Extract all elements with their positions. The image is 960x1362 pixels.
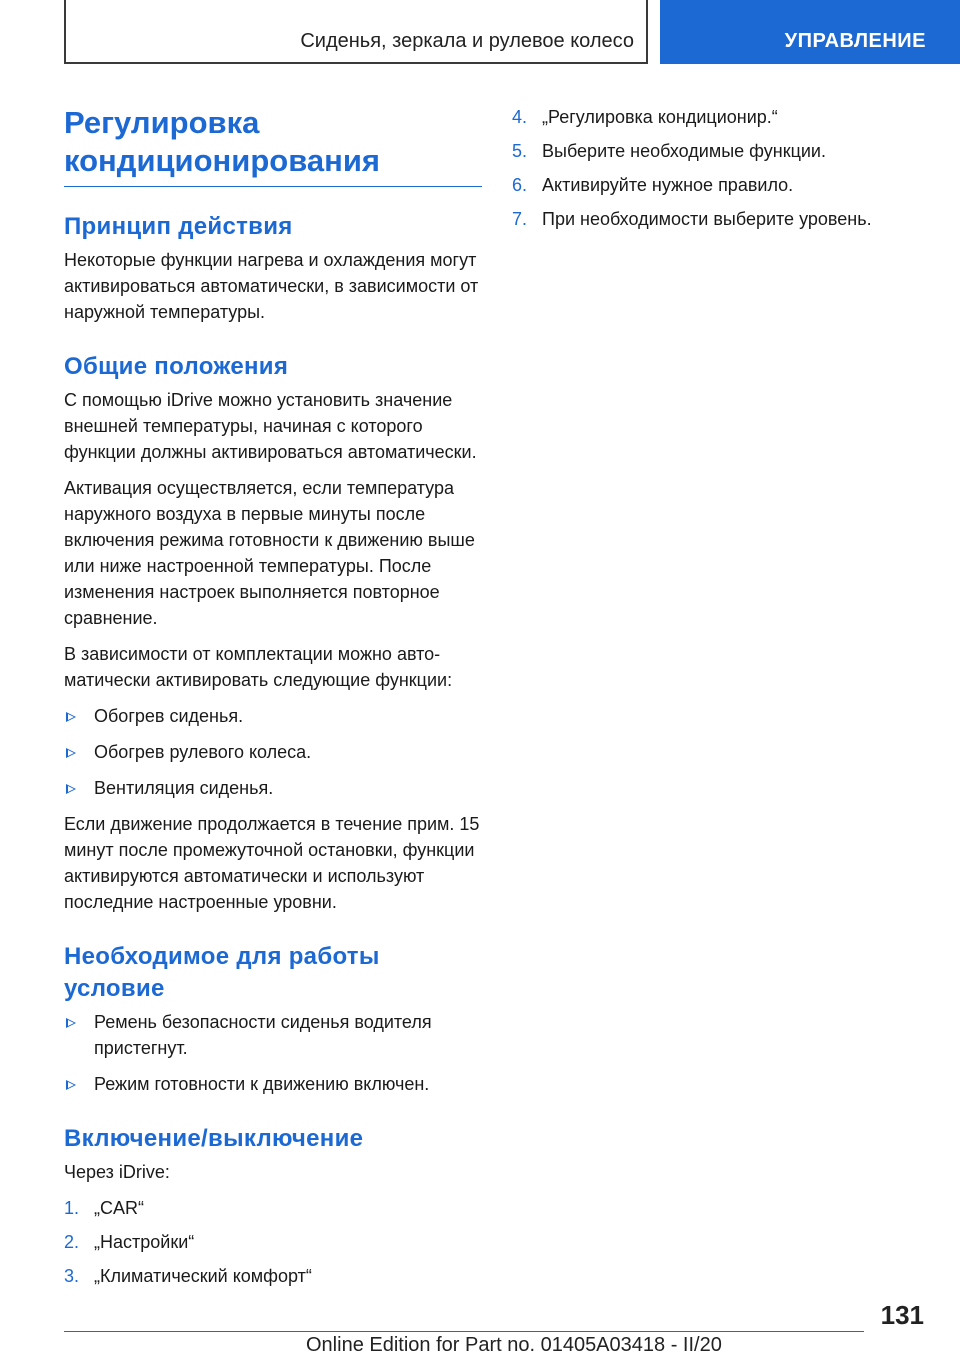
right-column xyxy=(512,104,912,240)
section-heading: Необходимое для работы условие xyxy=(64,943,380,1002)
section-requirements xyxy=(64,941,482,1097)
paragraph: Активация осуществляется, если температура наружного воздуха в первые минуты после включения режима готовности к движению выше или ниже настроенной температуры. После изменения настроек выполняется повторное сравнение. xyxy=(64,478,475,628)
triangle-bullet-icon xyxy=(66,784,76,794)
paragraph: В зависимости от комплектации можно автоматически активировать следующие функции: xyxy=(64,644,453,690)
step-number: 7. xyxy=(512,209,528,229)
list-item: Обогрев сиденья. xyxy=(64,703,482,729)
page-title: Регулировка кондиционирования xyxy=(64,105,380,178)
footer-divider xyxy=(64,1331,864,1332)
triangle-bullet-icon xyxy=(66,1018,76,1028)
section-principle xyxy=(64,211,482,325)
triangle-bullet-icon xyxy=(66,1080,76,1090)
feature-list xyxy=(64,703,482,801)
list-item: 1. „CAR“ xyxy=(64,1195,482,1221)
step-number: 1. xyxy=(64,1198,80,1218)
section-heading: Общие положения xyxy=(64,353,289,380)
list-item: 6. Активируйте нужное правило. xyxy=(512,172,912,198)
header-chapter-tab[interactable] xyxy=(660,0,960,64)
footer-edition: Online Edition for Part no. 01405A03418 - II/20 xyxy=(306,1334,722,1356)
page-number: 131 xyxy=(880,1300,924,1330)
triangle-bullet-icon xyxy=(66,712,76,722)
steps-list-continued xyxy=(512,104,912,232)
list-item: 5. Выберите необходимые функции. xyxy=(512,138,912,164)
header-chapter-label: УПРАВЛЕНИЕ xyxy=(784,30,926,52)
list-item: 3. „Климатический комфорт“ xyxy=(64,1263,482,1289)
list-item: Обогрев рулевого колеса. xyxy=(64,739,482,765)
step-number: 4. xyxy=(512,107,528,127)
paragraph: Некоторые функции нагрева и охлаждения могут активироваться автоматически, в зависимости от наружной температуры. xyxy=(64,250,479,322)
step-number: 6. xyxy=(512,175,528,195)
list-item: 7. При необходимости выберите уровень. xyxy=(512,206,912,232)
title-divider xyxy=(64,186,482,187)
requirements-list xyxy=(64,1009,482,1097)
list-item: 4. „Регулировка кондиционир.“ xyxy=(512,104,912,130)
header-section-title: Сиденья, зеркала и рулевое колесо xyxy=(300,30,634,52)
step-number: 5. xyxy=(512,141,528,161)
triangle-bullet-icon xyxy=(66,748,76,758)
step-number: 2. xyxy=(64,1232,80,1252)
paragraph: С помощью iDrive можно установить значение внешней температуры, начиная с которого функции должны активироваться автоматически. xyxy=(64,390,477,462)
list-item: Вентиляция сиденья. xyxy=(64,775,482,801)
left-column xyxy=(64,104,482,1315)
list-item: Режим готовности к движению включен. xyxy=(64,1071,482,1097)
section-heading: Принцип действия xyxy=(64,213,293,240)
section-general xyxy=(64,351,482,915)
steps-list xyxy=(64,1195,482,1289)
paragraph: Через iDrive: xyxy=(64,1162,170,1182)
list-item: Ремень безопасности сиденья водителя пристегнут. xyxy=(64,1009,482,1061)
section-on-off xyxy=(64,1123,482,1289)
step-number: 3. xyxy=(64,1266,80,1286)
header-section-box xyxy=(64,0,648,64)
list-item: 2. „Настройки“ xyxy=(64,1229,482,1255)
paragraph: Если движение продолжается в течение прим. 15 минут после промежуточной остановки, функции активируются автоматически и используют последние настроенные уровни. xyxy=(64,814,480,912)
section-heading: Включение/выключение xyxy=(64,1125,364,1152)
